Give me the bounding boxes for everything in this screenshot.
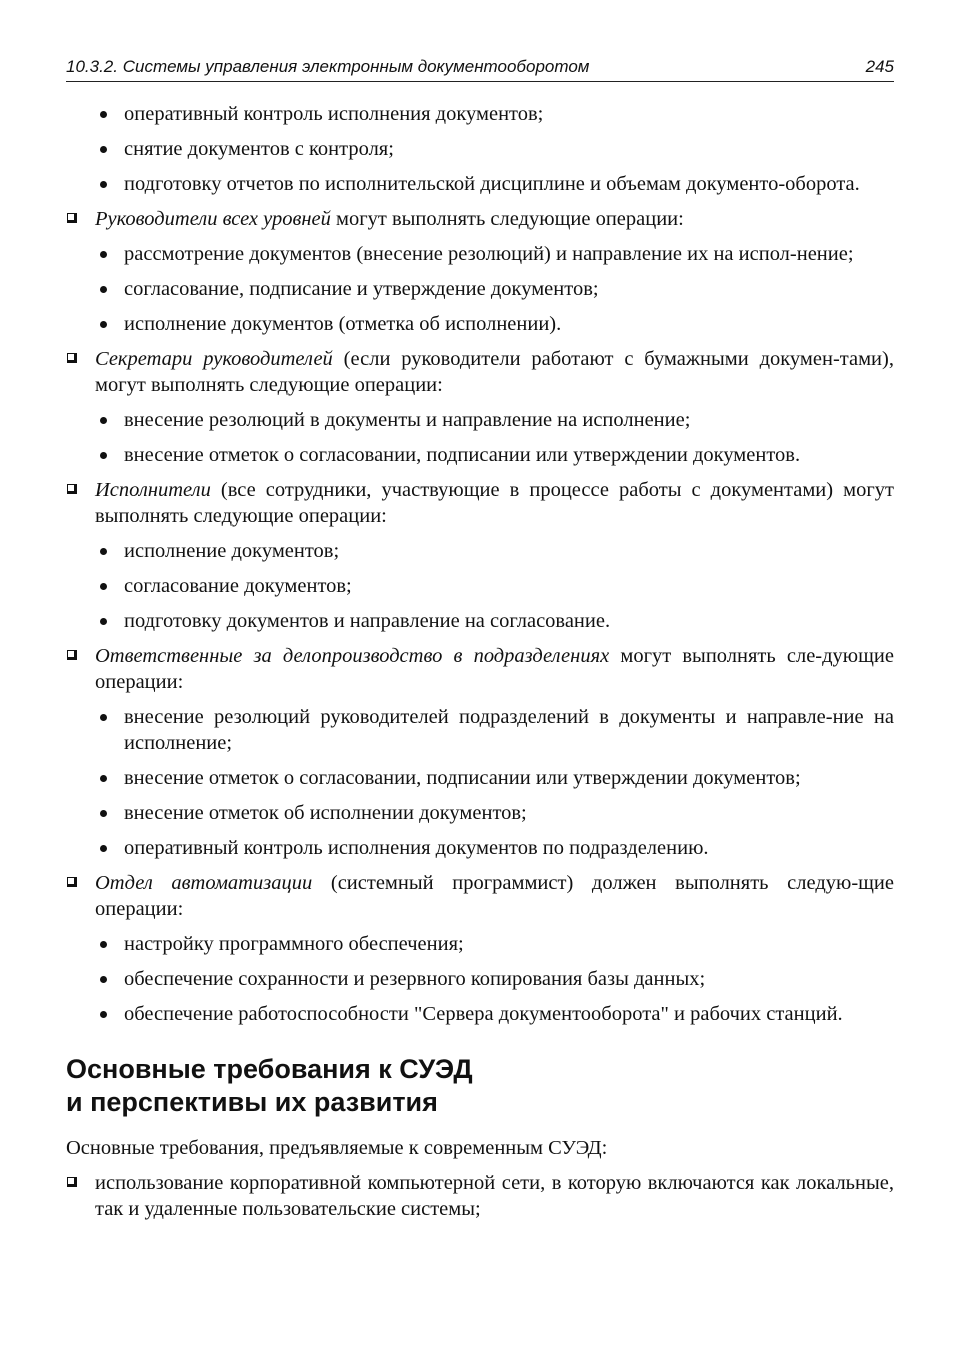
role-paragraph	[66, 870, 894, 922]
requirement-text: использование корпоративной компьютерной сети, в которую включаются как локальные, так и удаленные пользовательские системы;	[95, 1172, 894, 1220]
role-text: могут выполнять следующие операции:	[330, 208, 684, 230]
checkbox-bullet-icon	[67, 213, 77, 223]
bullet-icon	[100, 810, 107, 817]
list-item-text: оперативный контроль исполнения документов;	[124, 103, 544, 125]
header-title: 10.3.2. Системы управления электронным документооборотом	[66, 57, 590, 76]
list-item-text: внесение отметок о согласовании, подписании или утверждении документов.	[124, 444, 801, 466]
bullet-icon	[100, 714, 107, 721]
bullet-icon	[100, 452, 107, 459]
list-item-text: согласование документов;	[124, 575, 352, 597]
bullet-icon	[100, 845, 107, 852]
bullet-icon	[100, 548, 107, 555]
checkbox-bullet-icon	[67, 484, 77, 494]
list-item	[66, 765, 894, 791]
list-item-text: обеспечение сохранности и резервного копирования базы данных;	[124, 968, 706, 990]
role-name: Руководители всех уровней	[95, 208, 331, 230]
role-text: (все сотрудники, участвующие в процессе работы с документами) могут выполнять следующие операции:	[95, 479, 894, 527]
list-item	[66, 608, 894, 634]
checkbox-bullet-icon	[67, 353, 77, 363]
list-item	[66, 311, 894, 337]
section-intro: Основные требования, предъявляемые к современным СУЭД:	[66, 1137, 608, 1159]
body-text	[66, 101, 894, 1231]
list-item	[66, 1001, 894, 1027]
list-item-text: оперативный контроль исполнения документов по подразделению.	[124, 837, 709, 859]
list-item	[66, 241, 894, 267]
list-item	[66, 101, 894, 127]
role-text: могут выполнять сле-дующие операции:	[95, 645, 894, 693]
list-item	[66, 276, 894, 302]
role-name: Секретари руководителей	[95, 348, 333, 370]
bullet-icon	[100, 286, 107, 293]
bullet-icon	[100, 583, 107, 590]
list-item-text: снятие документов с контроля;	[124, 138, 394, 160]
list-item-text: настройку программного обеспечения;	[124, 933, 464, 955]
role-text: (системный программист) должен выполнять следую-щие операции:	[95, 872, 894, 920]
list-item	[66, 407, 894, 433]
list-item-text: рассмотрение документов (внесение резолюций) и направление их на испол-нение;	[124, 243, 854, 265]
page-number: 245	[865, 57, 894, 76]
bullet-icon	[100, 1011, 107, 1018]
list-item-text: подготовку отчетов по исполнительской дисциплине и объемам документо-оборота.	[124, 173, 860, 195]
bullet-icon	[100, 941, 107, 948]
role-paragraph	[66, 477, 894, 529]
bullet-icon	[100, 321, 107, 328]
list-item	[66, 442, 894, 468]
section-heading	[66, 1053, 894, 1119]
bullet-icon	[100, 251, 107, 258]
bullet-icon	[100, 146, 107, 153]
role-paragraph	[66, 643, 894, 695]
list-item	[66, 966, 894, 992]
role-name: Отдел автоматизации	[95, 872, 313, 894]
list-item	[66, 136, 894, 162]
bullet-icon	[100, 976, 107, 983]
checkbox-bullet-icon	[67, 877, 77, 887]
list-item-text: внесение резолюций руководителей подразделений в документы и направле-ние на исполнение;	[124, 706, 894, 754]
bullet-icon	[100, 618, 107, 625]
list-item	[66, 704, 894, 756]
list-item	[66, 171, 894, 197]
running-header	[66, 56, 894, 82]
list-item	[66, 538, 894, 564]
list-item-text: обеспечение работоспособности "Сервера документооборота" и рабочих станций.	[124, 1003, 843, 1025]
checkbox-bullet-icon	[67, 1177, 77, 1187]
role-name: Ответственные за делопроизводство в подразделениях	[95, 645, 610, 667]
bullet-icon	[100, 181, 107, 188]
role-text: (если руководители работают с бумажными докумен-тами), могут выполнять следующие операции:	[95, 348, 894, 396]
bullet-icon	[100, 417, 107, 424]
role-paragraph	[66, 346, 894, 398]
list-item-text: подготовку документов и направление на согласование.	[124, 610, 611, 632]
list-item-text: исполнение документов;	[124, 540, 340, 562]
checkbox-bullet-icon	[67, 650, 77, 660]
list-item	[66, 573, 894, 599]
list-item	[66, 931, 894, 957]
list-item-text: согласование, подписание и утверждение документов;	[124, 278, 599, 300]
list-item-text: внесение резолюций в документы и направление на исполнение;	[124, 409, 691, 431]
bullet-icon	[100, 775, 107, 782]
section-heading-line-2: и перспективы их развития	[66, 1087, 438, 1117]
section-heading-line-1: Основные требования к СУЭД	[66, 1054, 473, 1084]
role-paragraph	[66, 206, 894, 232]
bullet-icon	[100, 111, 107, 118]
list-item-text: внесение отметок о согласовании, подписании или утверждении документов;	[124, 767, 801, 789]
requirement-item	[66, 1170, 894, 1222]
list-item	[66, 800, 894, 826]
list-item	[66, 835, 894, 861]
role-name: Исполнители	[95, 479, 211, 501]
list-item-text: внесение отметок об исполнении документов;	[124, 802, 527, 824]
list-item-text: исполнение документов (отметка об исполнении).	[124, 313, 562, 335]
